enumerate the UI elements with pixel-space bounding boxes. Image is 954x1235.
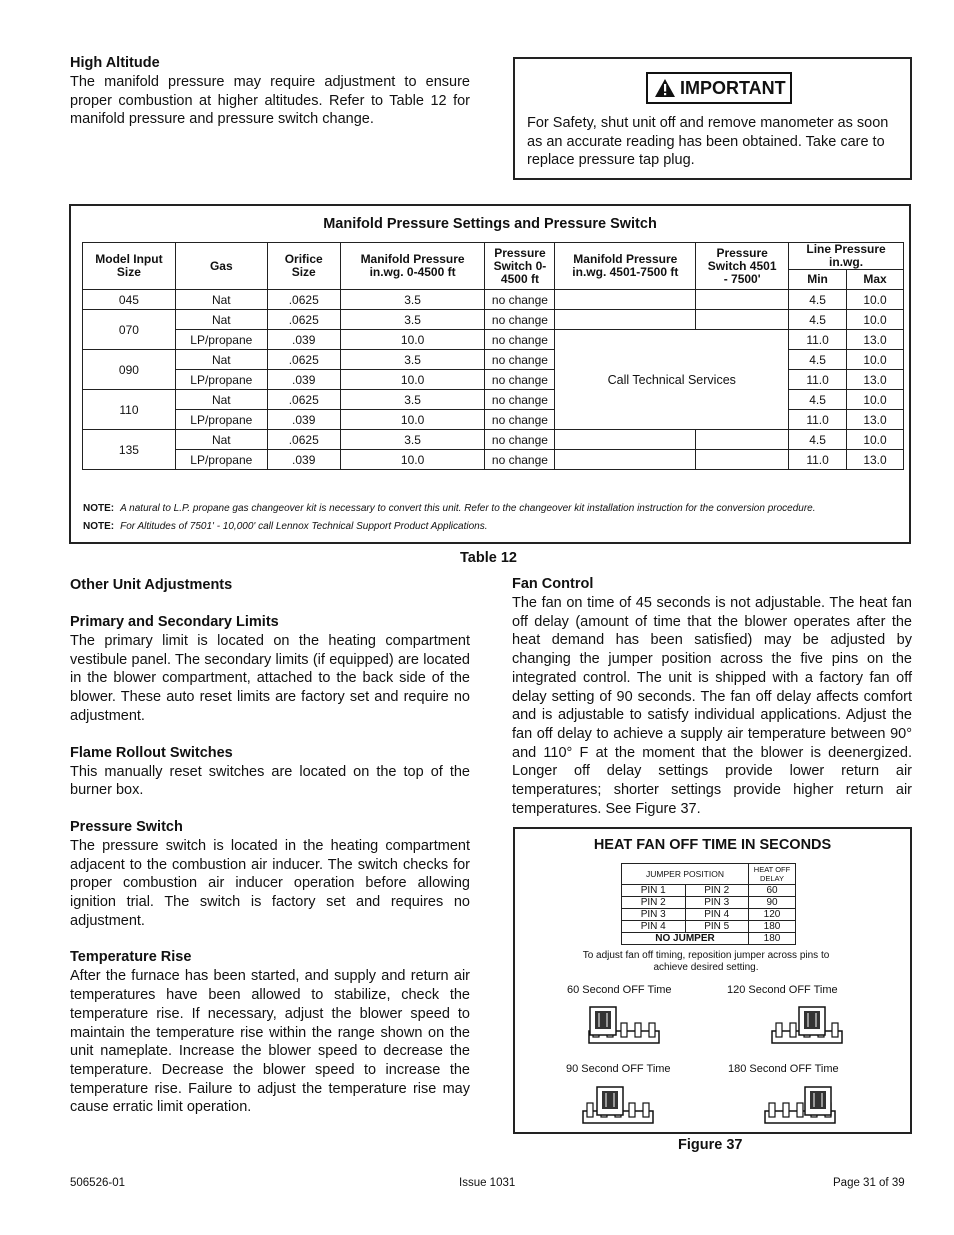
cell-gas: LP/propane — [175, 410, 267, 430]
label-90: 90 Second OFF Time — [566, 1063, 671, 1075]
pin-b: PIN 3 — [685, 897, 749, 909]
cell-gas: LP/propane — [175, 450, 267, 470]
cell-blank — [555, 290, 696, 310]
table-note-2 — [83, 521, 487, 532]
cell-max: 13.0 — [847, 410, 904, 430]
no-jumper: NO JUMPER — [622, 933, 749, 945]
delay: 90 — [749, 897, 796, 909]
heat-off-delay-header: HEAT OFF DELAY — [749, 864, 796, 885]
pin-a: PIN 2 — [622, 897, 686, 909]
jumper-table — [621, 863, 796, 945]
cell-mp: 3.5 — [340, 310, 485, 330]
table-row — [622, 933, 796, 945]
cell-gas: Nat — [175, 390, 267, 410]
manifold-pressure-table — [82, 242, 904, 470]
high-altitude-section — [70, 54, 470, 129]
pin-b: PIN 2 — [685, 885, 749, 897]
important-box — [513, 57, 912, 180]
cell-orifice: .0625 — [267, 430, 340, 450]
cell-blank — [696, 450, 789, 470]
cell-gas: Nat — [175, 310, 267, 330]
jumper-90-icon — [579, 1081, 659, 1131]
cell-blank — [696, 430, 789, 450]
cell-gas: Nat — [175, 430, 267, 450]
figure37-title: HEAT FAN OFF TIME IN SECONDS — [593, 837, 832, 853]
footer-doc-number: 506526-01 — [70, 1177, 125, 1189]
pin-b: PIN 4 — [685, 909, 749, 921]
footer-issue: Issue 1031 — [459, 1177, 516, 1189]
cell-model: 135 — [83, 430, 176, 470]
header-orifice: Orifice Size — [267, 243, 340, 290]
cell-blank — [555, 450, 696, 470]
pin-a: PIN 4 — [622, 921, 686, 933]
table-row — [622, 921, 796, 933]
jumper-60-icon — [585, 1001, 665, 1051]
cell-mp: 3.5 — [340, 430, 485, 450]
cell-orifice: .0625 — [267, 290, 340, 310]
cell-ps: no change — [485, 450, 555, 470]
cell-blank — [696, 290, 789, 310]
pin-b: PIN 5 — [685, 921, 749, 933]
table-row — [83, 290, 904, 310]
cell-mp: 3.5 — [340, 350, 485, 370]
pressure-switch-heading: Pressure Switch — [70, 818, 183, 835]
cell-min: 4.5 — [789, 390, 847, 410]
other-adjustments-heading: Other Unit Adjustments — [70, 577, 233, 593]
header-mp-high: Manifold Pressure in.wg. 4501-7500 ft — [555, 243, 696, 290]
cell-ps: no change — [485, 410, 555, 430]
delay: 180 — [749, 921, 796, 933]
cell-orifice: .039 — [267, 410, 340, 430]
high-altitude-text: The manifold pressure may require adjustment to ensure proper combustion at higher altitudes. Refer to Table 12 for manifold pressure and pressure switch change. — [70, 74, 470, 128]
footer-page: Page 31 of 39 — [833, 1177, 905, 1189]
cell-model: 110 — [83, 390, 176, 430]
warning-icon — [654, 78, 676, 98]
label-120: 120 Second OFF Time — [727, 984, 838, 996]
cell-blank — [555, 430, 696, 450]
limits-text: The primary limit is located on the heating compartment vestibule panel. The secondary limits (if equipped) are located in the blower compartment, attached to the back side of the blower. These auto reset limits are factory set and require no adjustment. — [70, 633, 470, 724]
cell-min: 11.0 — [789, 330, 847, 350]
cell-model: 070 — [83, 310, 176, 350]
cell-min: 11.0 — [789, 370, 847, 390]
note-label: NOTE: — [83, 521, 115, 532]
cell-ps: no change — [485, 370, 555, 390]
note-label: NOTE: — [83, 503, 115, 514]
note-text: For Altitudes of 7501' - 10,000' call Lennox Technical Support Product Applications. — [120, 521, 488, 532]
cell-min: 4.5 — [789, 310, 847, 330]
table-row — [622, 897, 796, 909]
delay: 120 — [749, 909, 796, 921]
cell-ps: no change — [485, 390, 555, 410]
header-ps-low: Pressure Switch 0-4500 ft — [485, 243, 555, 290]
table12-title: Manifold Pressure Settings and Pressure Switch — [323, 216, 657, 232]
figure37-box — [513, 827, 912, 1134]
cell-min: 4.5 — [789, 290, 847, 310]
pin-a: PIN 1 — [622, 885, 686, 897]
cell-max: 10.0 — [847, 390, 904, 410]
header-ps-high: Pressure Switch 4501 - 7500' — [696, 243, 789, 290]
rollout-heading: Flame Rollout Switches — [70, 744, 233, 761]
cell-max: 13.0 — [847, 370, 904, 390]
cell-ps: no change — [485, 350, 555, 370]
table12-box — [69, 204, 911, 544]
table-row — [83, 430, 904, 450]
cell-ps: no change — [485, 330, 555, 350]
call-technical-services: Call Technical Services — [555, 330, 789, 430]
cell-mp: 10.0 — [340, 450, 485, 470]
temperature-rise-heading: Temperature Rise — [70, 949, 192, 966]
jumper-instruction: To adjust fan off timing, reposition jumper across pins to achieve desired setting. — [582, 950, 830, 973]
cell-max: 10.0 — [847, 430, 904, 450]
cell-max: 13.0 — [847, 330, 904, 350]
header-gas: Gas — [175, 243, 267, 290]
cell-mp: 10.0 — [340, 330, 485, 350]
delay: 60 — [749, 885, 796, 897]
cell-blank — [696, 310, 789, 330]
cell-min: 4.5 — [789, 350, 847, 370]
fan-control-text: The fan on time of 45 seconds is not adjustable. The heat fan off delay (amount of time that the blower operates after the heat demand has been satisfied) may be adjusted by changing the jumper position across the five pins on the integrated control. The unit is shipped with a factory fan off delay setting of 90 seconds. The fan off delay affects comfort and is adjustable to satisfy individual applications. Adjust the fan off delay to achieve a supply air temperature between 90° and 110° F at the moment that the blower is deenergized. Longer off delay settings provide lower return air temperatures; shorter settings provide higher return air temperatures. See Figure 37. — [512, 595, 912, 817]
label-180: 180 Second OFF Time — [728, 1063, 839, 1075]
table12-caption: Table 12 — [460, 550, 517, 566]
cell-gas: LP/propane — [175, 370, 267, 390]
jumper-120-icon — [768, 1001, 848, 1051]
pin-a: PIN 3 — [622, 909, 686, 921]
jumper-180-icon — [761, 1081, 841, 1131]
important-label: IMPORTANT — [680, 77, 786, 98]
table-row — [83, 450, 904, 470]
important-text: For Safety, shut unit off and remove manometer as soon as an accurate reading has been obtained. Take care to replace pressure tap plug. — [527, 115, 889, 169]
cell-mp: 3.5 — [340, 390, 485, 410]
cell-min: 4.5 — [789, 430, 847, 450]
table-note-1 — [83, 503, 816, 514]
label-60: 60 Second OFF Time — [567, 984, 672, 996]
cell-ps: no change — [485, 290, 555, 310]
cell-model: 045 — [83, 290, 176, 310]
left-column — [70, 576, 470, 1117]
cell-max: 10.0 — [847, 290, 904, 310]
delay: 180 — [749, 933, 796, 945]
header-line-pressure: Line Pressure in.wg. — [789, 243, 904, 270]
important-badge — [646, 72, 792, 104]
cell-mp: 10.0 — [340, 410, 485, 430]
header-max: Max — [847, 270, 904, 290]
temperature-rise-text: After the furnace has been started, and supply and return air temperatures have been allowed to stabilize, check the temperature rise. If necessary, adjust the blower speed to maintain the temperature rise within the range shown on the unit nameplate. Increase the blower speed to decrease the temperature. Decrease the blower speed to increase the temperature rise. Failure to adjust the temperature rise may cause erratic limit operation. — [70, 968, 470, 1116]
figure37-caption: Figure 37 — [678, 1137, 743, 1153]
cell-max: 13.0 — [847, 450, 904, 470]
fan-control-section — [512, 575, 912, 818]
cell-gas: LP/propane — [175, 330, 267, 350]
rollout-text: This manually reset switches are located on the top of the burner box. — [70, 763, 470, 799]
cell-orifice: .039 — [267, 450, 340, 470]
fan-control-heading: Fan Control — [512, 576, 594, 592]
cell-blank — [555, 310, 696, 330]
pressure-switch-text: The pressure switch is located in the heating compartment adjacent to the combustion air inducer. The switch checks for proper combustion air inducer operation before allowing ignition trial. The switch is factory set and requires no adjustment. — [70, 837, 470, 929]
cell-max: 10.0 — [847, 350, 904, 370]
cell-orifice: .0625 — [267, 350, 340, 370]
cell-mp: 10.0 — [340, 370, 485, 390]
cell-orifice: .039 — [267, 370, 340, 390]
cell-orifice: .039 — [267, 330, 340, 350]
table-row — [622, 909, 796, 921]
cell-gas: Nat — [175, 290, 267, 310]
header-model: Model Input Size — [83, 243, 176, 290]
cell-min: 11.0 — [789, 450, 847, 470]
jumper-position-header: JUMPER POSITION — [622, 864, 749, 885]
cell-ps: no change — [485, 310, 555, 330]
cell-gas: Nat — [175, 350, 267, 370]
limits-heading: Primary and Secondary Limits — [70, 614, 279, 630]
cell-min: 11.0 — [789, 410, 847, 430]
header-mp-low: Manifold Pressure in.wg. 0-4500 ft — [340, 243, 485, 290]
cell-model: 090 — [83, 350, 176, 390]
cell-max: 10.0 — [847, 310, 904, 330]
cell-ps: no change — [485, 430, 555, 450]
high-altitude-heading: High Altitude — [70, 55, 160, 71]
cell-orifice: .0625 — [267, 310, 340, 330]
table-row — [622, 885, 796, 897]
header-min: Min — [789, 270, 847, 290]
note-text: A natural to L.P. propane gas changeover kit is necessary to convert this unit. Refer to the changeover kit installation instruction for the conversion procedure. — [120, 503, 816, 514]
cell-mp: 3.5 — [340, 290, 485, 310]
cell-orifice: .0625 — [267, 390, 340, 410]
table-row — [83, 310, 904, 330]
table-row — [83, 330, 904, 350]
